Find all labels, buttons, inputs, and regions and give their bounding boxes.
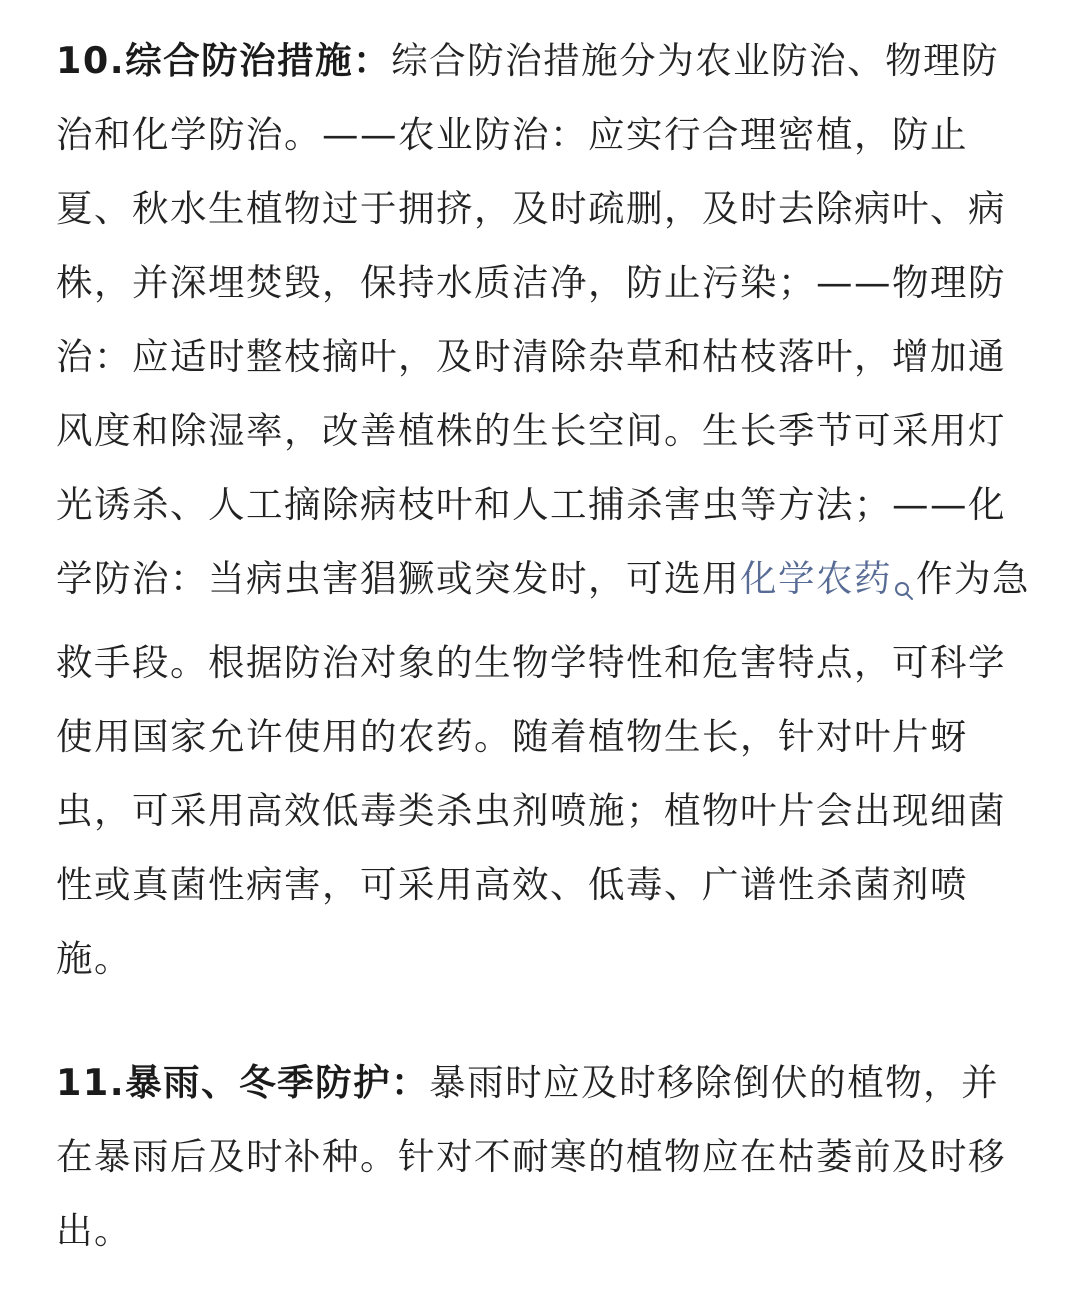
section-11-heading: 11.暴雨、冬季防护： xyxy=(56,1061,430,1104)
article-body xyxy=(56,24,1036,1268)
chemical-pesticide-link[interactable]: 化学农药 xyxy=(740,557,892,600)
section-10-text-before-link: 综合防治措施分为农业防治、物理防治和化学防治。——农业防治：应实行合理密植，防止夏、秋水生植物过于拥挤，及时疏删，及时去除病叶、病株，并深埋焚毁，保持水质洁净，防止污染；——物理防治：应适时整枝摘叶，及时清除杂草和枯枝落叶，增加通风度和除湿率，改善植株的生长空间。生长季节可采用灯光诱杀、人工摘除病枝叶和人工捕杀害虫等方法；——化学防治：当病虫害猖獗或突发时，可选用 xyxy=(56,39,1006,600)
section-11 xyxy=(56,1046,1036,1268)
section-10-heading: 10.综合防治措施： xyxy=(56,39,392,82)
section-11-text: 暴雨时应及时移除倒伏的植物，并在暴雨后及时补种。针对不耐寒的植物应在枯萎前及时移出。 xyxy=(56,1061,1006,1252)
section-10 xyxy=(56,24,1036,996)
search-icon[interactable] xyxy=(894,552,914,626)
section-10-text-after-link: 作为急救手段。根据防治对象的生物学特性和危害特点，可科学使用国家允许使用的农药。随着植物生长，针对叶片蚜虫，可采用高效低毒类杀虫剂喷施；植物叶片会出现细菌性或真菌性病害，可采用高效、低毒、广谱性杀菌剂喷施。 xyxy=(56,557,1030,980)
